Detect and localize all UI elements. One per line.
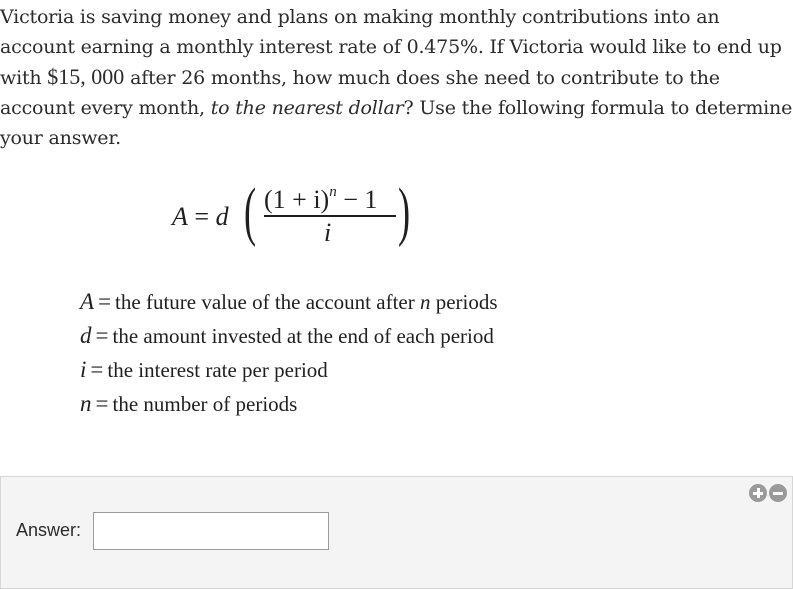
- definition-var: A: [80, 289, 95, 314]
- definition-em: n: [419, 290, 431, 314]
- answer-label: Answer:: [16, 520, 82, 540]
- formula-equals: =: [194, 202, 210, 231]
- question-part3: ? Use the following formula to determine your answer.: [0, 97, 793, 149]
- definition-equals: =: [95, 323, 109, 348]
- definition-equals: =: [90, 357, 104, 382]
- formula-var-d: d: [215, 202, 229, 231]
- target-amount: $15, 000: [47, 64, 125, 89]
- definition-var: n: [80, 391, 92, 416]
- formula-right-paren: ): [398, 175, 411, 248]
- definition-row: [80, 387, 498, 421]
- definition-text: the amount invested at the end of each period: [112, 324, 494, 348]
- question-text: [0, 2, 793, 153]
- formula-minus-one: − 1: [336, 185, 378, 214]
- formula-exponent: n: [329, 184, 337, 200]
- definition-row: [80, 353, 498, 387]
- minus-circle-icon[interactable]: [769, 484, 787, 502]
- question-emphasis: to the nearest dollar: [210, 97, 404, 119]
- zoom-controls: [749, 484, 787, 502]
- question-part2: after 26 months, how much does she need to contribute to the account every month,: [0, 67, 726, 119]
- definition-text: the future value of the account after: [115, 290, 420, 314]
- formula-numerator-base: (1 + i): [264, 185, 330, 214]
- definition-row: [80, 319, 498, 353]
- definition-row: [80, 285, 498, 319]
- definition-equals: =: [95, 391, 109, 416]
- definition-equals: =: [98, 289, 112, 314]
- question-part1: Victoria is saving money and plans on making monthly contributions into an account earning a monthly interest rate of 0.475%. If Victoria would like to end up with: [0, 6, 788, 89]
- plus-circle-icon[interactable]: [749, 484, 767, 502]
- formula-denominator: i: [324, 218, 332, 247]
- definition-text-after: periods: [430, 290, 498, 314]
- variable-definitions: [80, 285, 498, 421]
- fraction-bar: [264, 215, 396, 217]
- formula-left-paren: (: [244, 175, 257, 248]
- formula-numerator: [264, 184, 377, 215]
- definition-var: d: [80, 323, 92, 348]
- answer-input[interactable]: [93, 512, 329, 550]
- formula-var-a: A: [172, 202, 188, 231]
- definition-text: the number of periods: [112, 392, 298, 416]
- definition-text: the interest rate per period: [107, 358, 328, 382]
- definition-var: i: [80, 357, 87, 382]
- answer-panel: [0, 476, 793, 589]
- formula-lhs: [172, 202, 229, 232]
